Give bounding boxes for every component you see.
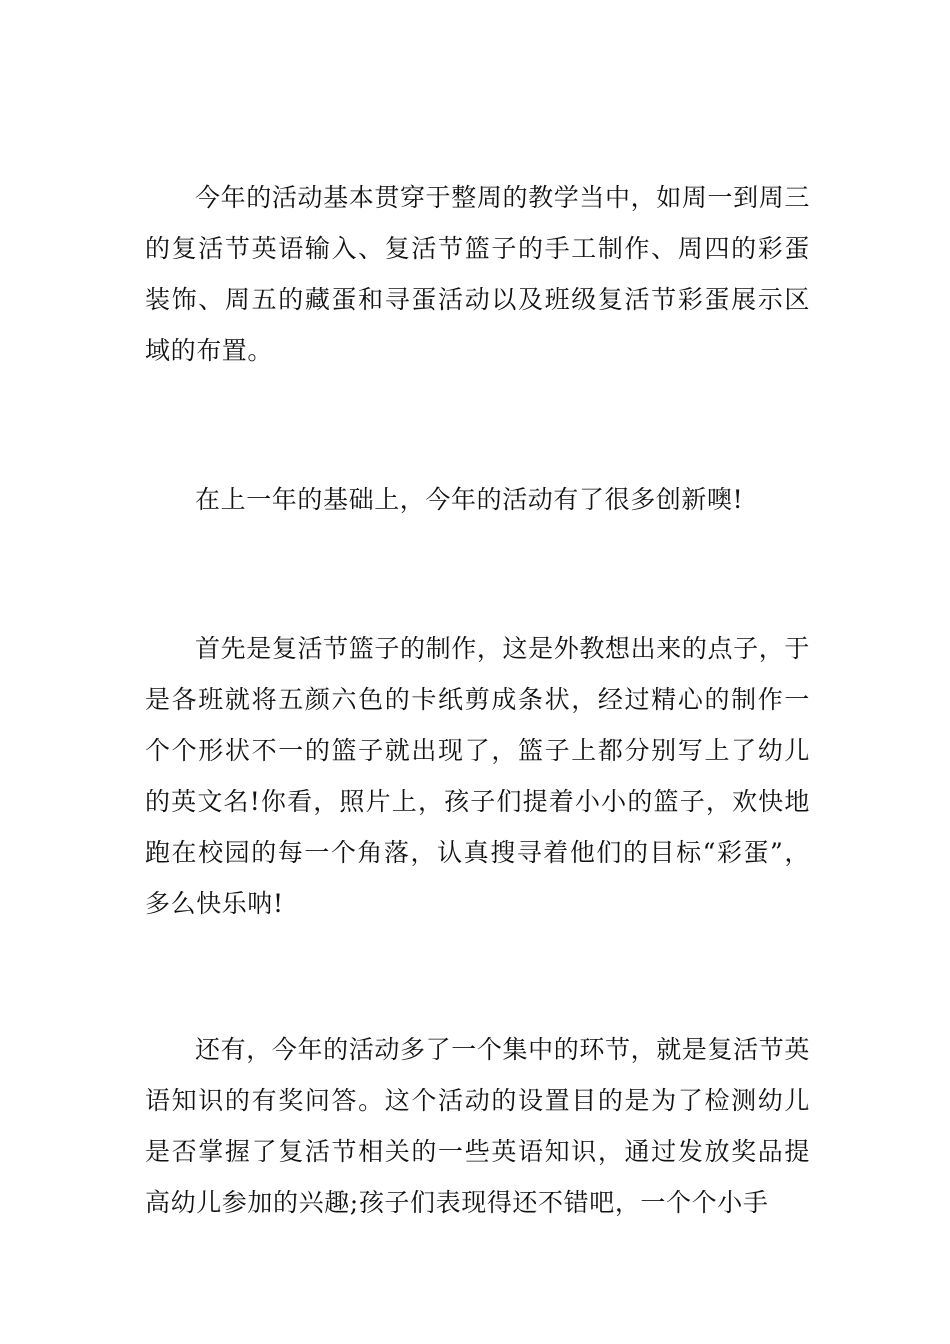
paragraph-basket-making: 首先是复活节篮子的制作，这是外教想出来的点子，于是各班就将五颜六色的卡纸剪成条状，经过精心的制作一个个形状不一的篮子就出现了，篮子上都分别写上了幼儿的英文名!你看，照片上，孩子们提着小小的篮子，欢快地跑在校园的每一个角落，认真搜寻着他们的目标“彩蛋”，多么快乐呐! xyxy=(145,634,810,918)
paragraph-innovations-intro: 在上一年的基础上，今年的活动有了很多创新噢! xyxy=(195,485,744,514)
paragraph-activities-overview: 今年的活动基本贯穿于整周的教学当中，如周一到周三的复活节英语输入、复活节篮子的手工制作、周四的彩蛋装饰、周五的藏蛋和寻蛋活动以及班级复活节彩蛋展示区域的布置。 xyxy=(145,183,810,365)
paragraph-quiz: 还有，今年的活动多了一个集中的环节，就是复活节英语知识的有奖问答。这个活动的设置目的是为了检测幼儿是否掌握了复活节相关的一些英语知识，通过发放奖品提高幼儿参加的兴趣;孩子们表现得还不错吧，一个个小手 xyxy=(145,1035,810,1217)
